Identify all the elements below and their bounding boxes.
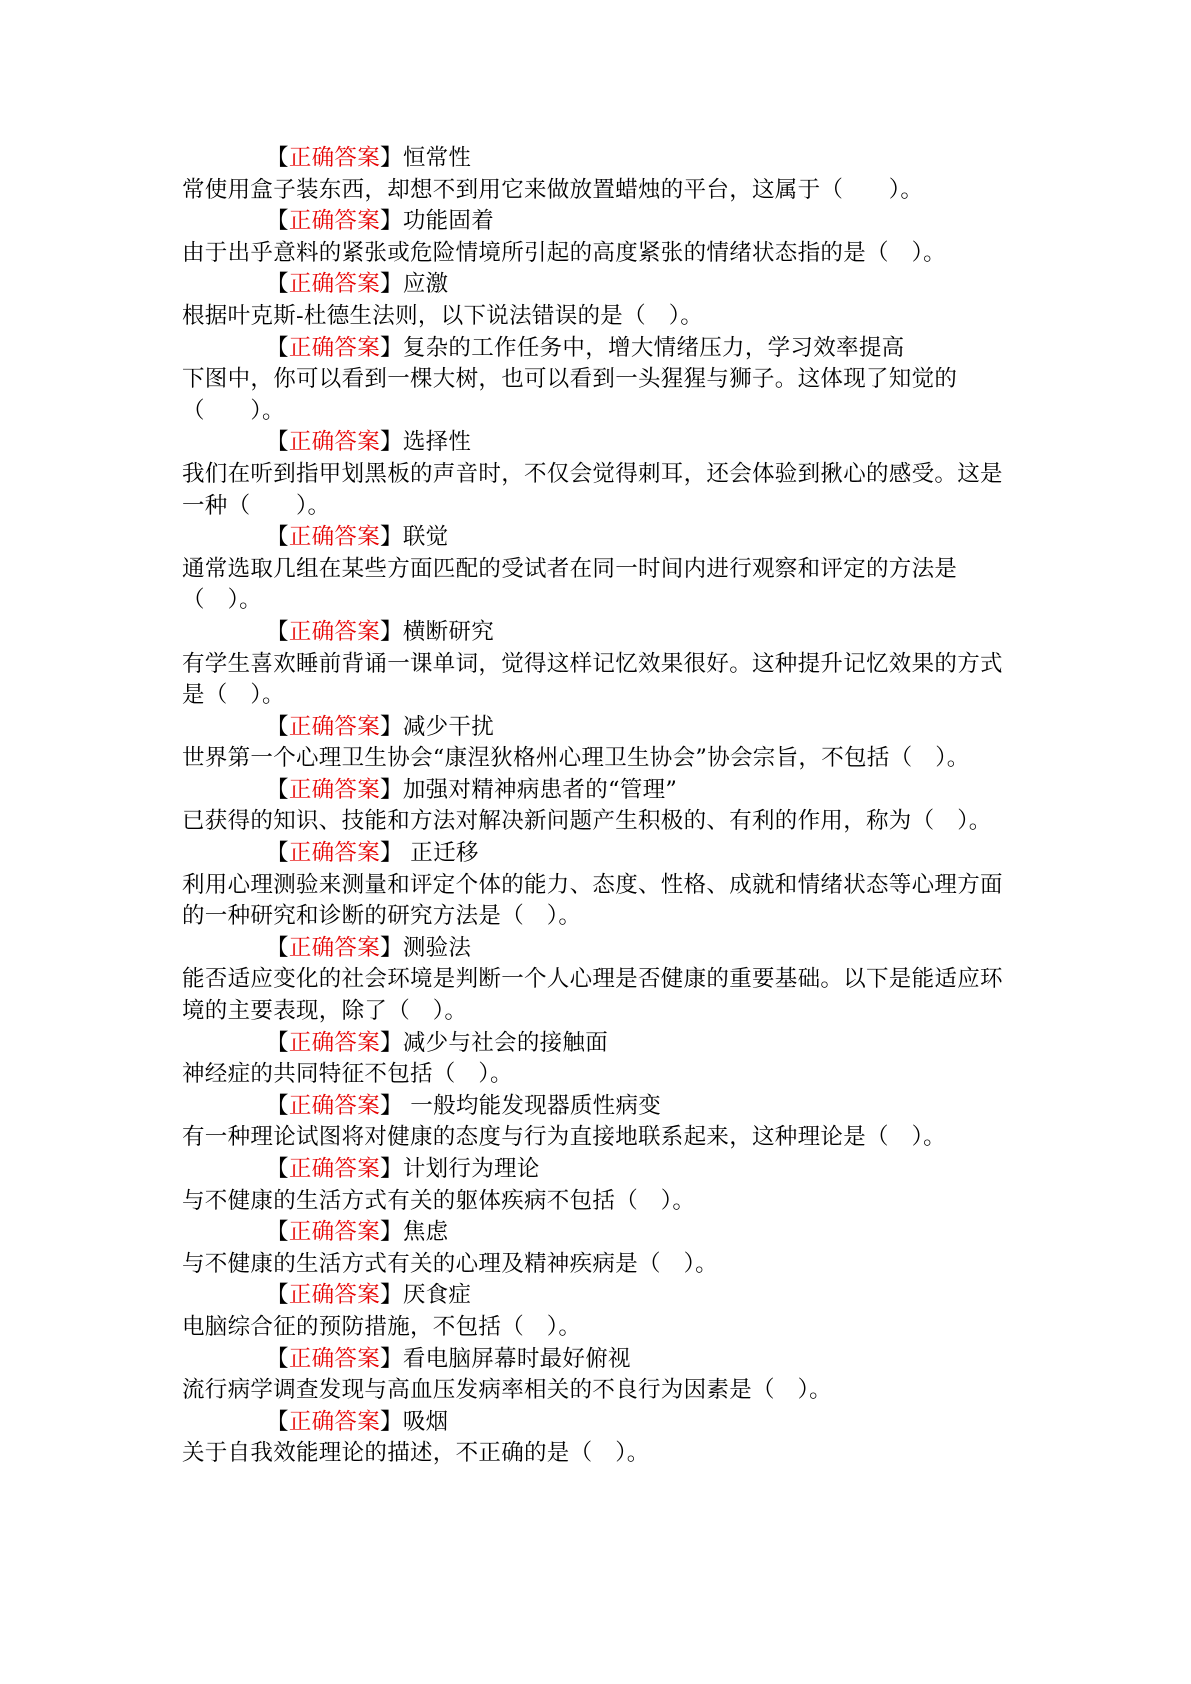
question-text: 与不健康的生活方式有关的躯体疾病不包括（ ）。 [182, 1187, 696, 1214]
question-text: 根据叶克斯-杜德生法则，以下说法错误的是（ ）。 [182, 302, 704, 329]
question-text: 神经症的共同特征不包括（ ）。 [182, 1061, 513, 1088]
answer-bracket-close: 】 [380, 618, 403, 645]
answer-line [182, 1407, 1012, 1439]
answer-bracket-open: 【 [266, 1156, 289, 1182]
answer-bracket-close: 】 [380, 934, 403, 961]
answer-text: 正迁移 [402, 840, 479, 867]
answer-line [182, 1344, 1012, 1376]
answer-line [182, 522, 1012, 554]
answer-text: 选择性 [402, 429, 472, 456]
answer-bracket-open: 【 [266, 145, 289, 171]
question-text: 我们在听到指甲划黑板的声音时，不仅会觉得刺耳，还会体验到揪心的感受。这是一种（ ）。 [182, 460, 1003, 519]
answer-bracket-open: 【 [266, 1345, 289, 1372]
answer-text: 减少与社会的接触面 [402, 1029, 609, 1056]
question-text: 与不健康的生活方式有关的心理及精神疾病是（ ）。 [182, 1250, 718, 1277]
answer-label: 正确答案 [288, 145, 381, 171]
answer-line [182, 617, 1012, 649]
answer-text: 加强对精神病患者的“管理” [402, 776, 678, 803]
answer-text: 厌食症 [402, 1282, 472, 1309]
answer-bracket-open: 【 [266, 1092, 289, 1119]
answer-bracket-open: 【 [266, 934, 289, 961]
answer-line [182, 1028, 1012, 1060]
question-text: 下图中，你可以看到一棵大树，也可以看到一头猩猩与狮子。这体现了知觉的（ ）。 [182, 366, 958, 424]
answer-label: 正确答案 [288, 776, 381, 803]
answer-label: 正确答案 [288, 618, 381, 645]
answer-text: 一般均能发现器质性病变 [402, 1092, 662, 1119]
answer-line [182, 712, 1012, 744]
answer-line [182, 1280, 1012, 1312]
answer-text: 减少干扰 [402, 713, 495, 740]
answer-bracket-close: 】 [380, 1219, 403, 1246]
answer-bracket-open: 【 [266, 334, 289, 361]
answer-bracket-open: 【 [266, 840, 289, 867]
answer-label: 正确答案 [288, 208, 381, 235]
answer-text: 计划行为理论 [402, 1156, 540, 1182]
answer-line [182, 269, 1012, 301]
answer-bracket-close: 】 [380, 208, 403, 235]
answer-label: 正确答案 [288, 713, 381, 740]
answer-text: 恒常性 [402, 145, 472, 171]
answer-label: 正确答案 [288, 334, 381, 361]
answer-label: 正确答案 [288, 1029, 381, 1056]
answer-bracket-open: 【 [266, 208, 289, 235]
answer-bracket-open: 【 [266, 618, 289, 645]
answer-text: 看电脑屏幕时最好俯视 [402, 1345, 631, 1372]
answer-bracket-close: 】 [380, 271, 403, 298]
answer-line [182, 775, 1012, 807]
answer-bracket-close: 】 [380, 1156, 403, 1182]
question-text: 世界第一个心理卫生协会“康涅狄格州心理卫生协会”协会宗旨，不包括（ ）。 [182, 745, 970, 772]
answer-label: 正确答案 [288, 524, 381, 551]
answer-text: 联觉 [402, 524, 449, 551]
answer-bracket-close: 】 [380, 1092, 403, 1119]
answer-bracket-close: 】 [380, 840, 403, 867]
answer-line [182, 1154, 1012, 1186]
question-text: 有一种理论试图将对健康的态度与行为直接地联系起来，这种理论是（ ）。 [182, 1124, 946, 1151]
answer-line [182, 427, 1012, 459]
answer-bracket-close: 】 [380, 1345, 403, 1372]
answer-line [182, 333, 1012, 365]
answer-label: 正确答案 [288, 934, 381, 961]
answer-label: 正确答案 [288, 1092, 381, 1119]
answer-label: 正确答案 [288, 1345, 381, 1372]
question-text: 通常选取几组在某些方面匹配的受试者在同一时间内进行观察和评定的方法是（ ）。 [182, 555, 958, 614]
answer-line [182, 933, 1012, 965]
answer-bracket-open: 【 [266, 1282, 289, 1309]
answer-bracket-open: 【 [266, 713, 289, 740]
answer-label: 正确答案 [288, 1408, 381, 1435]
answer-text: 测验法 [402, 934, 472, 961]
answer-line [182, 143, 1012, 175]
answer-line [182, 1091, 1012, 1123]
answer-text: 横断研究 [402, 618, 495, 645]
answer-text: 吸烟 [402, 1408, 449, 1435]
answer-bracket-close: 】 [380, 1029, 403, 1056]
answer-bracket-open: 【 [266, 776, 289, 803]
answer-bracket-open: 【 [266, 1029, 289, 1056]
question-text: 流行病学调查发现与高血压发病率相关的不良行为因素是（ ）。 [182, 1377, 832, 1404]
answer-line [182, 1217, 1012, 1249]
question-text: 已获得的知识、技能和方法对解决新问题产生积极的、有利的作用，称为（ ）。 [182, 808, 992, 835]
answer-label: 正确答案 [288, 1282, 381, 1309]
answer-bracket-close: 】 [380, 524, 403, 551]
answer-line [182, 206, 1012, 238]
answer-bracket-open: 【 [266, 1219, 289, 1246]
answer-bracket-close: 】 [380, 713, 403, 740]
answer-text: 应激 [402, 271, 449, 298]
question-text: 电脑综合征的预防措施，不包括（ ）。 [182, 1313, 582, 1340]
answer-bracket-open: 【 [266, 1408, 289, 1435]
answer-label: 正确答案 [288, 840, 381, 867]
answer-text: 功能固着 [402, 208, 495, 235]
question-text: 常使用盒子装东西，却想不到用它来做放置蜡烛的平台，这属于（ ）。 [182, 176, 924, 203]
qa-list [182, 143, 1012, 1470]
answer-line [182, 838, 1012, 870]
answer-text: 焦虑 [402, 1219, 449, 1246]
answer-label: 正确答案 [288, 271, 381, 298]
question-text: 由于出乎意料的紧张或危险情境所引起的高度紧张的情绪状态指的是（ ）。 [182, 239, 946, 266]
answer-bracket-open: 【 [266, 524, 289, 551]
answer-bracket-close: 】 [380, 429, 403, 456]
answer-label: 正确答案 [288, 1156, 381, 1182]
answer-text: 复杂的工作任务中，增大情绪压力，学习效率提高 [402, 334, 905, 361]
answer-label: 正确答案 [288, 1219, 381, 1246]
answer-bracket-close: 】 [380, 776, 403, 803]
answer-bracket-open: 【 [266, 271, 289, 298]
question-text: 能否适应变化的社会环境是判断一个人心理是否健康的重要基础。以下是能适应环境的主要表现，除了（ ）。 [182, 966, 1003, 1025]
question-text: 关于自我效能理论的描述，不正确的是（ ）。 [182, 1440, 650, 1467]
answer-bracket-close: 】 [380, 334, 403, 361]
question-text: 有学生喜欢睡前背诵一课单词，觉得这样记忆效果很好。这种提升记忆效果的方式是（ ）。 [182, 650, 1003, 709]
question-text: 利用心理测验来测量和评定个体的能力、态度、性格、成就和情绪状态等心理方面的一种研究和诊断的研究方法是（ ）。 [182, 871, 1003, 930]
answer-bracket-close: 】 [380, 145, 403, 171]
answer-bracket-open: 【 [266, 429, 289, 456]
answer-bracket-close: 】 [380, 1408, 403, 1435]
answer-label: 正确答案 [288, 429, 381, 456]
answer-bracket-close: 】 [380, 1282, 403, 1309]
